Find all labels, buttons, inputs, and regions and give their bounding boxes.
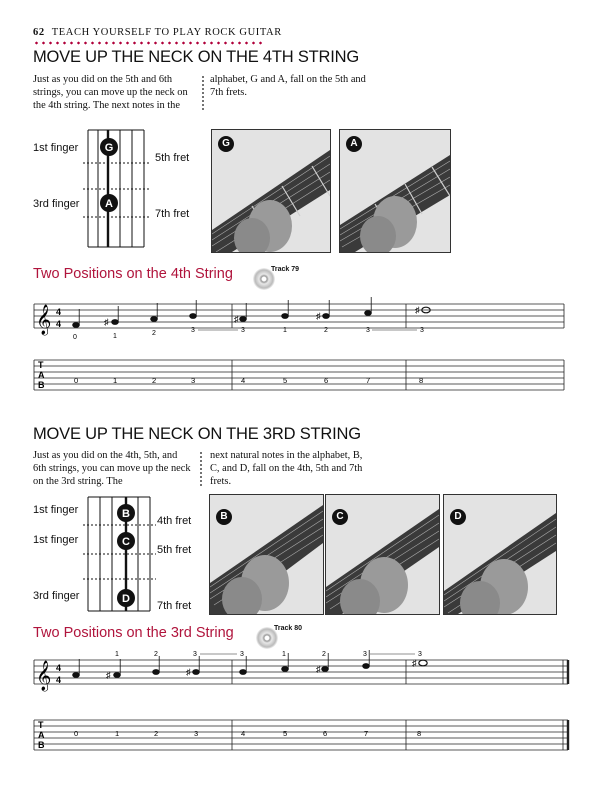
finger-label-b: 1st finger bbox=[33, 504, 79, 516]
finger-label-1: 1st finger bbox=[33, 142, 79, 154]
note-g-marker bbox=[100, 138, 118, 156]
svg-text:1: 1 bbox=[113, 376, 118, 385]
page-number: 62 bbox=[33, 27, 45, 38]
section2-text-right: next natural notes in the alphabet, B, C, and D, fall on the 4th, 5th and 7th frets. bbox=[210, 450, 363, 487]
note-b-marker bbox=[117, 504, 135, 522]
tab-label bbox=[38, 360, 45, 390]
note-c-marker bbox=[117, 532, 135, 550]
svg-text:0: 0 bbox=[74, 729, 79, 738]
svg-text:1: 1 bbox=[282, 651, 286, 658]
svg-text:2: 2 bbox=[324, 327, 328, 334]
finger-label-c: 1st finger bbox=[33, 534, 79, 546]
svg-text:2: 2 bbox=[322, 651, 326, 658]
svg-text:B: B bbox=[38, 740, 45, 750]
svg-text:4: 4 bbox=[241, 376, 246, 385]
svg-text:2: 2 bbox=[154, 729, 159, 738]
photo-badge-c: C bbox=[332, 509, 348, 525]
exercise2-notation bbox=[30, 646, 575, 756]
svg-text:♯: ♯ bbox=[316, 664, 321, 674]
section2-title: MOVE UP THE NECK ON THE 3RD STRING bbox=[33, 425, 361, 443]
svg-text:1: 1 bbox=[115, 729, 120, 738]
photo-badge-a: A bbox=[346, 136, 362, 152]
svg-text:B: B bbox=[122, 508, 130, 520]
svg-text:T: T bbox=[38, 720, 44, 730]
exercise2-fingerings bbox=[115, 651, 422, 658]
exercise1-notation bbox=[30, 292, 570, 394]
treble-clef-icon-2: 𝄞 bbox=[36, 660, 52, 690]
svg-text:B: B bbox=[38, 380, 45, 390]
fret-label-5: 5th fret bbox=[155, 152, 190, 164]
svg-text:♯: ♯ bbox=[104, 317, 109, 327]
exercise1-title: Two Positions on the 4th String bbox=[33, 266, 233, 282]
svg-text:0: 0 bbox=[74, 376, 79, 385]
section2-text-left: Just as you did on the 4th, 5th, and 6th strings, you can move up the neck on the 3rd string. The bbox=[33, 450, 191, 487]
svg-text:3: 3 bbox=[191, 376, 196, 385]
svg-text:♯: ♯ bbox=[412, 658, 417, 668]
photo-badge-b: B bbox=[216, 509, 232, 525]
svg-text:3: 3 bbox=[241, 327, 245, 334]
exercise1-fingerings bbox=[73, 327, 424, 341]
svg-text:2: 2 bbox=[152, 376, 157, 385]
note-d-marker bbox=[117, 589, 135, 607]
svg-text:0: 0 bbox=[73, 334, 77, 341]
svg-text:♯: ♯ bbox=[186, 667, 191, 677]
track-79-label: Track 79 bbox=[271, 266, 300, 273]
time-sig-top: 4 bbox=[56, 307, 62, 317]
svg-text:A: A bbox=[38, 730, 45, 740]
svg-text:3: 3 bbox=[420, 327, 424, 334]
svg-text:3: 3 bbox=[240, 651, 244, 658]
track-80-label: Track 80 bbox=[274, 625, 303, 632]
svg-text:D: D bbox=[122, 593, 130, 605]
svg-text:T: T bbox=[38, 360, 44, 370]
svg-text:6: 6 bbox=[323, 729, 328, 738]
time-sig-top-2: 4 bbox=[56, 663, 62, 673]
note-a-marker bbox=[100, 194, 118, 212]
svg-text:3: 3 bbox=[363, 651, 367, 658]
svg-text:5: 5 bbox=[283, 376, 288, 385]
svg-text:♯: ♯ bbox=[415, 305, 420, 315]
svg-text:3: 3 bbox=[194, 729, 199, 738]
svg-text:3: 3 bbox=[193, 651, 197, 658]
time-sig-bottom: 4 bbox=[56, 319, 62, 329]
fret-label-5b: 5th fret bbox=[157, 544, 192, 556]
svg-text:7: 7 bbox=[366, 376, 371, 385]
svg-text:3: 3 bbox=[191, 327, 195, 334]
finger-label-3: 3rd finger bbox=[33, 198, 80, 210]
svg-text:♯: ♯ bbox=[316, 311, 321, 321]
section1-title: MOVE UP THE NECK ON THE 4TH STRING bbox=[33, 48, 360, 66]
fret-label-4: 4th fret bbox=[157, 515, 192, 527]
finger-label-d: 3rd finger bbox=[33, 590, 80, 602]
column-divider bbox=[202, 75, 204, 111]
exercise1-notes bbox=[73, 297, 431, 328]
column-divider-2 bbox=[200, 451, 202, 487]
svg-text:C: C bbox=[122, 536, 130, 548]
exercise2-tab-numbers bbox=[74, 729, 421, 738]
tab-label-2 bbox=[38, 720, 45, 750]
svg-text:7: 7 bbox=[364, 729, 369, 738]
svg-text:6: 6 bbox=[324, 376, 329, 385]
time-sig-bottom-2: 4 bbox=[56, 675, 62, 685]
exercise2-accidentals bbox=[106, 658, 417, 680]
header-dot-rule bbox=[33, 41, 263, 45]
svg-text:♯: ♯ bbox=[234, 314, 239, 324]
svg-text:2: 2 bbox=[152, 330, 156, 337]
svg-text:8: 8 bbox=[417, 729, 422, 738]
svg-text:4: 4 bbox=[241, 729, 246, 738]
svg-text:3: 3 bbox=[418, 651, 422, 658]
fret-label-7b: 7th fret bbox=[157, 600, 192, 612]
exercise2-title: Two Positions on the 3rd String bbox=[33, 625, 234, 641]
photo-badge-g: G bbox=[218, 136, 234, 152]
book-title: TEACH YOURSELF TO PLAY ROCK GUITAR bbox=[51, 27, 282, 38]
treble-clef-icon: 𝄞 bbox=[36, 304, 52, 334]
svg-text:3: 3 bbox=[366, 327, 370, 334]
fret-label-7: 7th fret bbox=[155, 208, 190, 220]
section1-text-right: alphabet, G and A, fall on the 5th and 7th frets. bbox=[210, 74, 366, 98]
svg-text:5: 5 bbox=[283, 729, 288, 738]
photo-badge-d: D bbox=[450, 509, 466, 525]
svg-text:1: 1 bbox=[115, 651, 119, 658]
svg-text:2: 2 bbox=[154, 651, 158, 658]
svg-text:1: 1 bbox=[113, 333, 117, 340]
note-a-label: A bbox=[105, 198, 113, 210]
svg-text:A: A bbox=[38, 370, 45, 380]
section1-text-left: Just as you did on the 5th and 6th strings, you can move up the neck on the 4th string. The next notes in the bbox=[33, 74, 188, 111]
svg-text:1: 1 bbox=[283, 327, 287, 334]
running-header bbox=[33, 27, 282, 38]
note-g-label: G bbox=[104, 142, 114, 154]
svg-text:♯: ♯ bbox=[106, 670, 111, 680]
svg-text:8: 8 bbox=[419, 376, 424, 385]
